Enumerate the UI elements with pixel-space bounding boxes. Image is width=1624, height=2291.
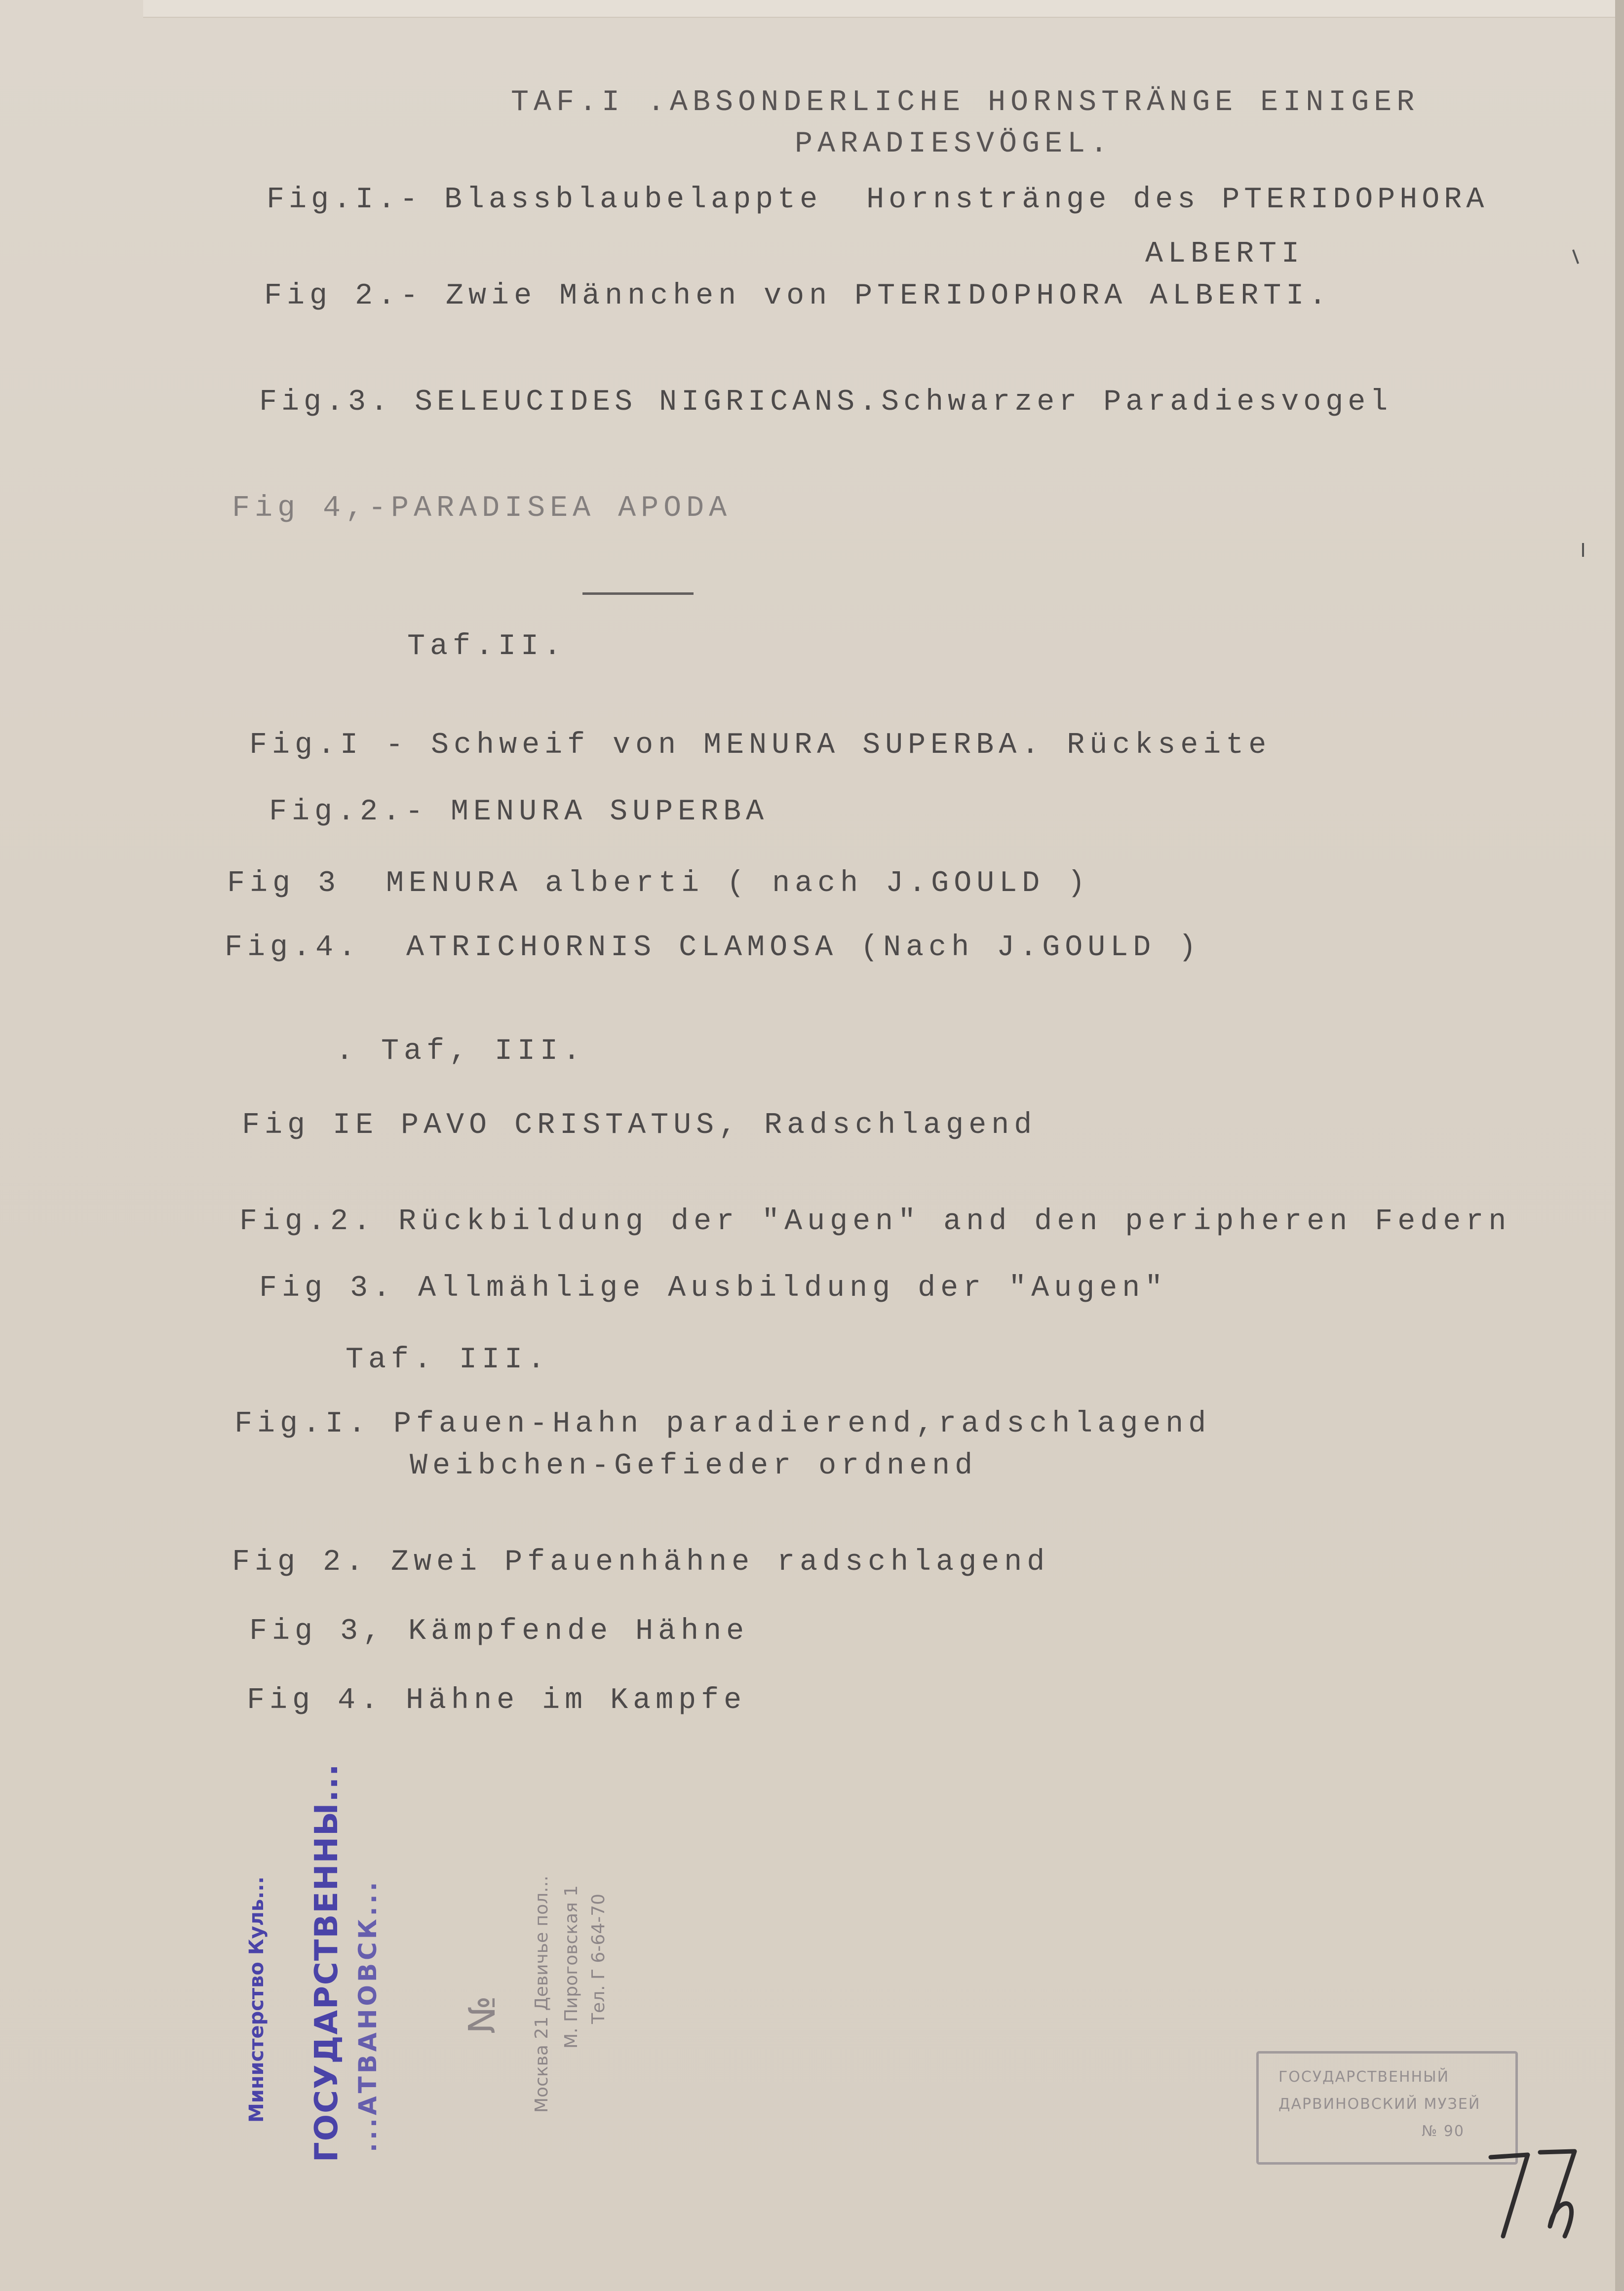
paper-top-edge: [143, 0, 1624, 18]
plate-3-fig-2: Fig.2. Rückbildung der "Augen" and den peripheren Federn: [239, 1205, 1511, 1239]
box-stamp-line-2: ДАРВИНОВСКИЙ МУЗЕЙ: [1278, 2096, 1481, 2113]
plate-1-title-continued: PARADIESVÖGEL.: [795, 127, 1113, 161]
plate-4-fig-1-continued: Weibchen-Gefieder ordnend: [410, 1449, 978, 1483]
plate-2-title: Taf.II.: [407, 630, 567, 663]
stamp-darwin-line: ...АТВАНОВСК...: [353, 1879, 382, 2152]
plate-1-fig-2: Fig 2.- Zwie Männchen von PTERIDOPHORA ALBERTI.: [264, 279, 1332, 313]
plate-1-fig-3: Fig.3. SELEUCIDES NIGRICANS.Schwarzer Paradiesvogel: [259, 386, 1392, 419]
plate-3-fig-3: Fig 3. Allmählige Ausbildung der "Augen": [259, 1272, 1168, 1305]
stamp-state-line: ГОСУДАРСТВЕННЫ...: [309, 1763, 345, 2162]
plate-1-fig-1: Fig.I.- Blassblaubelappte Hornstränge des PTERIDOPHORA: [267, 183, 1489, 217]
plate-1-title: TAF.I .ABSONDERLICHE HORNSTRÄNGE EINIGER: [511, 86, 1420, 119]
plate-1-fig-4: Fig 4,-PARADISEA APODA: [232, 492, 732, 525]
paper-right-edge: [1615, 0, 1624, 2291]
stray-mark: [1582, 543, 1584, 557]
stamp-ministry-line: Министерство Куль...: [245, 1876, 268, 2123]
address-stamp-line-1: Москва 21 Девичье пол...: [532, 1875, 552, 2113]
stray-mark: [1572, 249, 1579, 264]
address-stamp-line-2: М. Пироговская 1: [561, 1885, 581, 2049]
plate-3-title: . Taf, III.: [336, 1035, 586, 1068]
plate-4-fig-1: Fig.I. Pfauen-Hahn paradierend,radschlagend: [234, 1407, 1211, 1441]
plate-2-fig-4: Fig.4. ATRICHORNIS CLAMOSA (Nach J.GOULD ): [225, 931, 1201, 965]
handwritten-number-text: 70: [1481, 2137, 1482, 2138]
address-stamp-number-sign: №: [461, 1996, 503, 2034]
plate-4-fig-3: Fig 3, Kämpfende Hähne: [249, 1615, 749, 1648]
plate-4-title: Taf. III.: [346, 1343, 550, 1377]
plate-2-fig-3: Fig 3 MENURA alberti ( nach J.GOULD ): [227, 867, 1090, 900]
section-divider: [582, 592, 694, 595]
address-stamp-line-3: Тел. Г 6-64-70: [588, 1894, 609, 2024]
plate-2-fig-1: Fig.I - Schweif von MENURA SUPERBA. Rückseite: [249, 729, 1272, 762]
museum-box-stamp: [1256, 2051, 1518, 2165]
box-stamp-line-3: № 90: [1422, 2123, 1465, 2140]
plate-4-fig-2: Fig 2. Zwei Pfauenhähne radschlagend: [232, 1546, 1050, 1579]
plate-1-fig-1-continued: ALBERTI: [1145, 237, 1305, 271]
handwritten-page-number: [1481, 2137, 1599, 2251]
box-stamp-line-1: ГОСУДАРСТВЕННЫЙ: [1278, 2068, 1450, 2086]
plate-4-fig-4: Fig 4. Hähne im Kampfe: [247, 1684, 747, 1717]
plate-3-fig-1: Fig IE PAVO CRISTATUS, Radschlagend: [242, 1109, 1037, 1142]
plate-2-fig-2: Fig.2.- MENURA SUPERBA: [269, 795, 769, 829]
